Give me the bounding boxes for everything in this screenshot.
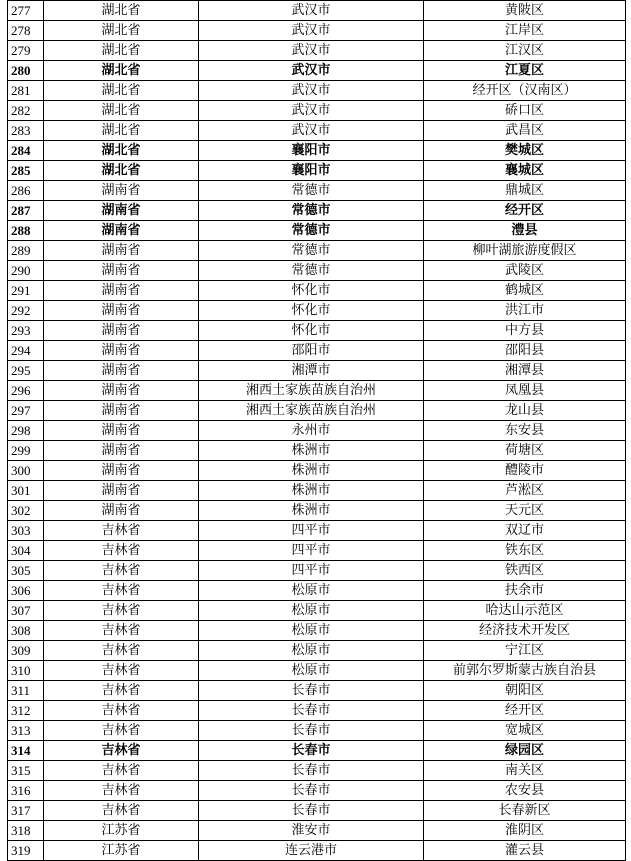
table-row bbox=[8, 601, 626, 621]
province-cell: 湖南省 bbox=[44, 381, 199, 401]
province-cell: 吉林省 bbox=[44, 721, 199, 741]
table-row bbox=[8, 421, 626, 441]
province-cell: 湖南省 bbox=[44, 181, 199, 201]
table-row bbox=[8, 241, 626, 261]
row-number: 306 bbox=[8, 581, 44, 601]
city-cell: 淮安市 bbox=[199, 821, 424, 841]
table-row bbox=[8, 401, 626, 421]
table-row bbox=[8, 681, 626, 701]
province-cell: 吉林省 bbox=[44, 701, 199, 721]
table-row bbox=[8, 341, 626, 361]
district-cell: 经开区（汉南区） bbox=[424, 81, 626, 101]
district-cell: 江汉区 bbox=[424, 41, 626, 61]
province-cell: 吉林省 bbox=[44, 641, 199, 661]
city-cell: 湘西土家族苗族自治州 bbox=[199, 381, 424, 401]
row-number: 302 bbox=[8, 501, 44, 521]
province-cell: 湖南省 bbox=[44, 301, 199, 321]
row-number: 305 bbox=[8, 561, 44, 581]
row-number: 296 bbox=[8, 381, 44, 401]
table-row bbox=[8, 381, 626, 401]
city-cell: 株洲市 bbox=[199, 461, 424, 481]
province-cell: 吉林省 bbox=[44, 561, 199, 581]
province-cell: 湖南省 bbox=[44, 321, 199, 341]
city-cell: 湘潭市 bbox=[199, 361, 424, 381]
table-row bbox=[8, 721, 626, 741]
province-cell: 吉林省 bbox=[44, 801, 199, 821]
city-cell: 株洲市 bbox=[199, 481, 424, 501]
district-cell: 哈达山示范区 bbox=[424, 601, 626, 621]
table-row bbox=[8, 181, 626, 201]
table-row bbox=[8, 201, 626, 221]
city-cell: 长春市 bbox=[199, 761, 424, 781]
province-cell: 吉林省 bbox=[44, 621, 199, 641]
table-row bbox=[8, 781, 626, 801]
district-cell: 襄城区 bbox=[424, 161, 626, 181]
table-row bbox=[8, 81, 626, 101]
province-cell: 湖南省 bbox=[44, 501, 199, 521]
province-cell: 湖南省 bbox=[44, 201, 199, 221]
row-number: 284 bbox=[8, 141, 44, 161]
city-cell: 株洲市 bbox=[199, 501, 424, 521]
table-row bbox=[8, 621, 626, 641]
table-row bbox=[8, 801, 626, 821]
province-cell: 湖北省 bbox=[44, 61, 199, 81]
row-number: 309 bbox=[8, 641, 44, 661]
province-cell: 吉林省 bbox=[44, 741, 199, 761]
province-cell: 湖北省 bbox=[44, 81, 199, 101]
district-cell: 东安县 bbox=[424, 421, 626, 441]
province-cell: 湖南省 bbox=[44, 281, 199, 301]
table-row bbox=[8, 761, 626, 781]
row-number: 313 bbox=[8, 721, 44, 741]
table-row bbox=[8, 1, 626, 21]
row-number: 315 bbox=[8, 761, 44, 781]
district-cell: 前郭尔罗斯蒙古族自治县 bbox=[424, 661, 626, 681]
region-table bbox=[7, 0, 626, 861]
district-cell: 扶余市 bbox=[424, 581, 626, 601]
city-cell: 武汉市 bbox=[199, 81, 424, 101]
table-row bbox=[8, 321, 626, 341]
province-cell: 湖南省 bbox=[44, 461, 199, 481]
district-cell: 硚口区 bbox=[424, 101, 626, 121]
district-cell: 宽城区 bbox=[424, 721, 626, 741]
district-cell: 经开区 bbox=[424, 701, 626, 721]
row-number: 279 bbox=[8, 41, 44, 61]
district-cell: 凤凰县 bbox=[424, 381, 626, 401]
district-cell: 澧县 bbox=[424, 221, 626, 241]
province-cell: 吉林省 bbox=[44, 661, 199, 681]
district-cell: 经济技术开发区 bbox=[424, 621, 626, 641]
row-number: 292 bbox=[8, 301, 44, 321]
table-row bbox=[8, 541, 626, 561]
city-cell: 松原市 bbox=[199, 621, 424, 641]
province-cell: 湖南省 bbox=[44, 481, 199, 501]
province-cell: 湖北省 bbox=[44, 161, 199, 181]
province-cell: 湖北省 bbox=[44, 21, 199, 41]
district-cell: 邵阳县 bbox=[424, 341, 626, 361]
province-cell: 江苏省 bbox=[44, 821, 199, 841]
region-table-body bbox=[8, 1, 626, 861]
district-cell: 柳叶湖旅游度假区 bbox=[424, 241, 626, 261]
row-number: 308 bbox=[8, 621, 44, 641]
province-cell: 湖南省 bbox=[44, 261, 199, 281]
province-cell: 吉林省 bbox=[44, 681, 199, 701]
table-row bbox=[8, 841, 626, 861]
table-row bbox=[8, 281, 626, 301]
province-cell: 吉林省 bbox=[44, 581, 199, 601]
city-cell: 永州市 bbox=[199, 421, 424, 441]
province-cell: 吉林省 bbox=[44, 601, 199, 621]
district-cell: 朝阳区 bbox=[424, 681, 626, 701]
row-number: 316 bbox=[8, 781, 44, 801]
district-cell: 樊城区 bbox=[424, 141, 626, 161]
table-row bbox=[8, 461, 626, 481]
row-number: 290 bbox=[8, 261, 44, 281]
table-row bbox=[8, 661, 626, 681]
city-cell: 武汉市 bbox=[199, 41, 424, 61]
row-number: 278 bbox=[8, 21, 44, 41]
city-cell: 松原市 bbox=[199, 601, 424, 621]
city-cell: 怀化市 bbox=[199, 301, 424, 321]
row-number: 311 bbox=[8, 681, 44, 701]
table-row bbox=[8, 141, 626, 161]
table-row bbox=[8, 221, 626, 241]
district-cell: 经开区 bbox=[424, 201, 626, 221]
district-cell: 铁西区 bbox=[424, 561, 626, 581]
row-number: 298 bbox=[8, 421, 44, 441]
city-cell: 松原市 bbox=[199, 641, 424, 661]
district-cell: 醴陵市 bbox=[424, 461, 626, 481]
row-number: 291 bbox=[8, 281, 44, 301]
city-cell: 四平市 bbox=[199, 561, 424, 581]
district-cell: 中方县 bbox=[424, 321, 626, 341]
table-row bbox=[8, 481, 626, 501]
province-cell: 湖北省 bbox=[44, 1, 199, 21]
city-cell: 松原市 bbox=[199, 661, 424, 681]
district-cell: 江岸区 bbox=[424, 21, 626, 41]
row-number: 312 bbox=[8, 701, 44, 721]
row-number: 294 bbox=[8, 341, 44, 361]
row-number: 297 bbox=[8, 401, 44, 421]
table-row bbox=[8, 741, 626, 761]
province-cell: 湖南省 bbox=[44, 241, 199, 261]
table-row bbox=[8, 361, 626, 381]
table-row bbox=[8, 581, 626, 601]
row-number: 303 bbox=[8, 521, 44, 541]
province-cell: 湖南省 bbox=[44, 421, 199, 441]
city-cell: 湘西土家族苗族自治州 bbox=[199, 401, 424, 421]
district-cell: 黄陂区 bbox=[424, 1, 626, 21]
table-row bbox=[8, 101, 626, 121]
city-cell: 松原市 bbox=[199, 581, 424, 601]
row-number: 310 bbox=[8, 661, 44, 681]
city-cell: 常德市 bbox=[199, 261, 424, 281]
city-cell: 怀化市 bbox=[199, 281, 424, 301]
city-cell: 常德市 bbox=[199, 181, 424, 201]
table-row bbox=[8, 441, 626, 461]
province-cell: 湖南省 bbox=[44, 441, 199, 461]
district-cell: 荷塘区 bbox=[424, 441, 626, 461]
district-cell: 南关区 bbox=[424, 761, 626, 781]
city-cell: 常德市 bbox=[199, 221, 424, 241]
district-cell: 宁江区 bbox=[424, 641, 626, 661]
row-number: 293 bbox=[8, 321, 44, 341]
row-number: 301 bbox=[8, 481, 44, 501]
row-number: 281 bbox=[8, 81, 44, 101]
district-cell: 灌云县 bbox=[424, 841, 626, 861]
table-row bbox=[8, 121, 626, 141]
table-row bbox=[8, 501, 626, 521]
city-cell: 常德市 bbox=[199, 241, 424, 261]
row-number: 304 bbox=[8, 541, 44, 561]
province-cell: 湖北省 bbox=[44, 101, 199, 121]
city-cell: 株洲市 bbox=[199, 441, 424, 461]
province-cell: 湖南省 bbox=[44, 361, 199, 381]
district-cell: 武昌区 bbox=[424, 121, 626, 141]
city-cell: 武汉市 bbox=[199, 1, 424, 21]
city-cell: 怀化市 bbox=[199, 321, 424, 341]
district-cell: 铁东区 bbox=[424, 541, 626, 561]
row-number: 299 bbox=[8, 441, 44, 461]
province-cell: 湖南省 bbox=[44, 341, 199, 361]
table-row bbox=[8, 521, 626, 541]
city-cell: 常德市 bbox=[199, 201, 424, 221]
district-cell: 农安县 bbox=[424, 781, 626, 801]
row-number: 287 bbox=[8, 201, 44, 221]
province-cell: 江苏省 bbox=[44, 841, 199, 861]
row-number: 286 bbox=[8, 181, 44, 201]
table-row bbox=[8, 821, 626, 841]
table-row bbox=[8, 301, 626, 321]
row-number: 277 bbox=[8, 1, 44, 21]
city-cell: 襄阳市 bbox=[199, 161, 424, 181]
city-cell: 四平市 bbox=[199, 541, 424, 561]
city-cell: 武汉市 bbox=[199, 61, 424, 81]
district-cell: 天元区 bbox=[424, 501, 626, 521]
row-number: 282 bbox=[8, 101, 44, 121]
table-row bbox=[8, 41, 626, 61]
province-cell: 吉林省 bbox=[44, 781, 199, 801]
table-row bbox=[8, 561, 626, 581]
row-number: 307 bbox=[8, 601, 44, 621]
district-cell: 鹤城区 bbox=[424, 281, 626, 301]
district-cell: 湘潭县 bbox=[424, 361, 626, 381]
table-row bbox=[8, 21, 626, 41]
row-number: 318 bbox=[8, 821, 44, 841]
province-cell: 吉林省 bbox=[44, 541, 199, 561]
city-cell: 四平市 bbox=[199, 521, 424, 541]
city-cell: 长春市 bbox=[199, 681, 424, 701]
city-cell: 武汉市 bbox=[199, 121, 424, 141]
row-number: 283 bbox=[8, 121, 44, 141]
row-number: 280 bbox=[8, 61, 44, 81]
district-cell: 鼎城区 bbox=[424, 181, 626, 201]
city-cell: 襄阳市 bbox=[199, 141, 424, 161]
row-number: 285 bbox=[8, 161, 44, 181]
province-cell: 湖北省 bbox=[44, 41, 199, 61]
province-cell: 湖北省 bbox=[44, 121, 199, 141]
district-cell: 江夏区 bbox=[424, 61, 626, 81]
city-cell: 邵阳市 bbox=[199, 341, 424, 361]
province-cell: 吉林省 bbox=[44, 761, 199, 781]
district-cell: 绿园区 bbox=[424, 741, 626, 761]
row-number: 317 bbox=[8, 801, 44, 821]
city-cell: 长春市 bbox=[199, 781, 424, 801]
city-cell: 武汉市 bbox=[199, 101, 424, 121]
row-number: 300 bbox=[8, 461, 44, 481]
district-cell: 长春新区 bbox=[424, 801, 626, 821]
province-cell: 湖南省 bbox=[44, 221, 199, 241]
district-cell: 双辽市 bbox=[424, 521, 626, 541]
row-number: 289 bbox=[8, 241, 44, 261]
district-cell: 武陵区 bbox=[424, 261, 626, 281]
table-row bbox=[8, 61, 626, 81]
province-cell: 湖南省 bbox=[44, 401, 199, 421]
row-number: 319 bbox=[8, 841, 44, 861]
province-cell: 吉林省 bbox=[44, 521, 199, 541]
district-cell: 芦淞区 bbox=[424, 481, 626, 501]
city-cell: 连云港市 bbox=[199, 841, 424, 861]
district-cell: 淮阴区 bbox=[424, 821, 626, 841]
district-cell: 龙山县 bbox=[424, 401, 626, 421]
row-number: 314 bbox=[8, 741, 44, 761]
row-number: 288 bbox=[8, 221, 44, 241]
table-row bbox=[8, 161, 626, 181]
table-row bbox=[8, 261, 626, 281]
table-row bbox=[8, 641, 626, 661]
district-cell: 洪江市 bbox=[424, 301, 626, 321]
city-cell: 长春市 bbox=[199, 701, 424, 721]
city-cell: 长春市 bbox=[199, 721, 424, 741]
city-cell: 长春市 bbox=[199, 741, 424, 761]
table-row bbox=[8, 701, 626, 721]
province-cell: 湖北省 bbox=[44, 141, 199, 161]
city-cell: 长春市 bbox=[199, 801, 424, 821]
city-cell: 武汉市 bbox=[199, 21, 424, 41]
row-number: 295 bbox=[8, 361, 44, 381]
